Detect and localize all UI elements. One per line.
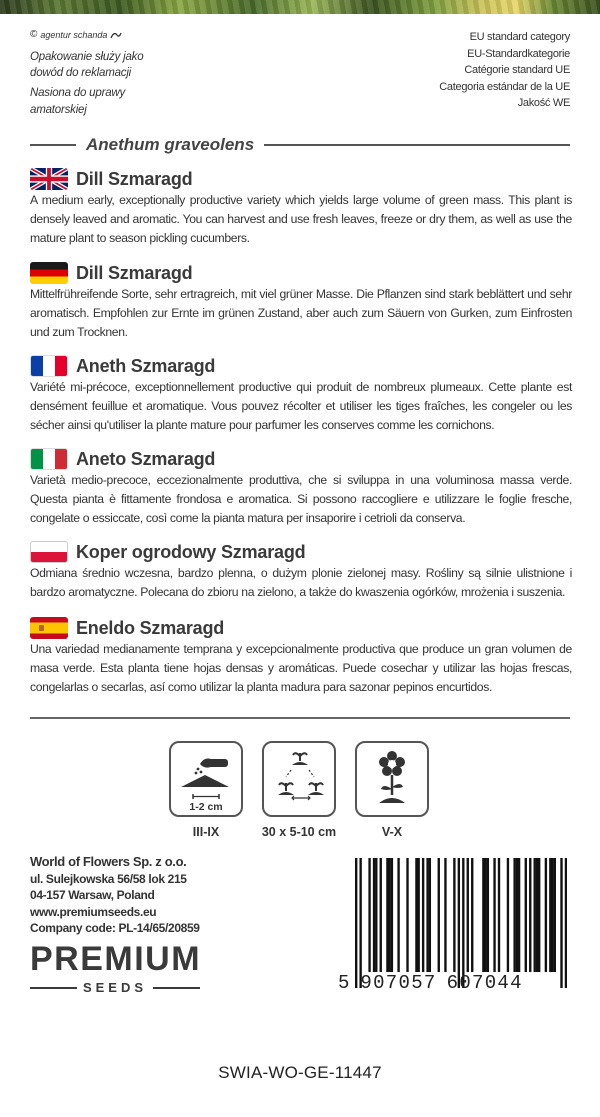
agency-name: agentur schanda	[40, 29, 108, 40]
barcode-bar	[513, 858, 515, 972]
latin-name: Anethum graveolens	[86, 135, 255, 154]
barcode-bar	[549, 858, 551, 972]
complaint-note-line-1: Opakowanie służy jako	[30, 50, 144, 63]
barcode-bar	[493, 858, 495, 972]
barcode-bar	[498, 858, 500, 972]
sowing-months: III-IX	[192, 825, 220, 839]
section-description: Mittelfrühreifende Sorte, sehr ertragreich, mit viel grüner Masse. Die Pflanzen sind stark beblättert und sehr aromatisch. Empfohlen zur Ernte im grünen Zustand, aber auch zum Säuern von Gurken, zum Einfrosten und zum Trocknen.	[30, 287, 572, 339]
barcode-bar	[565, 858, 567, 988]
section-polish	[30, 541, 572, 602]
agency-logo-icon	[110, 31, 122, 40]
latin-name-row	[30, 135, 570, 155]
barcode-bar	[388, 858, 390, 972]
harvest-months: V-X	[381, 825, 403, 839]
barcode-bar	[368, 858, 370, 972]
barcode-bar	[429, 858, 431, 972]
section-italian	[30, 448, 572, 528]
barcode-bar	[560, 858, 562, 988]
barcode-bar	[453, 858, 455, 972]
section-french	[30, 355, 572, 435]
barcode-bar	[467, 858, 469, 972]
barcode-bar	[373, 858, 375, 972]
barcode-bar	[375, 858, 377, 972]
agency-credit	[30, 28, 250, 43]
barcode-bar	[386, 858, 388, 972]
barcode-bar	[534, 858, 536, 972]
section-description: Varietà medio-precoce, eccezionalmente produttiva, che si sviluppa in una voluminosa massa verde. Questa pianta è fittamente frondosa e aromatica. Si possono raccogliere e utilizzare le foglie fresche, congelate o essiccate, così come la pianta matura per insaporire i cetrioli da conserva.	[30, 473, 572, 525]
product-code: SWIA-WO-GE-11447	[218, 1063, 382, 1082]
section-spanish	[30, 617, 572, 697]
header-left	[30, 28, 250, 118]
company-code: Company code: PL-14/65/20859	[30, 921, 200, 935]
company-name: World of Flowers Sp. z o.o.	[30, 854, 187, 869]
barcode-bar	[554, 858, 556, 972]
barcode-bar	[417, 858, 419, 972]
eu-category-pl: Jakość WE	[517, 97, 570, 109]
barcode-bar	[397, 858, 399, 972]
section-description: A medium early, exceptionally productive variety which yields large volume of green mass. This plant is densely leaved and aromatic. You can harvest and use fresh leaves, freeze or dry them, as well as use the mature plant to season pickling cucumbers.	[30, 193, 572, 245]
eu-category-fr: Catégorie standard UE	[464, 64, 570, 76]
section-german	[30, 262, 572, 342]
sowing-depth-label: 1-2 cm	[189, 801, 223, 813]
barcode-bar	[525, 858, 527, 972]
germany-flag-icon	[30, 262, 68, 284]
amateur-note-line-2: amatorskiej	[30, 103, 87, 116]
barcode-bar	[516, 858, 518, 972]
barcode-bar	[538, 858, 540, 972]
flowering-icon	[355, 741, 429, 817]
barcode-bar	[415, 858, 417, 972]
spain-flag-icon	[30, 617, 68, 639]
company-street: ul. Sulejkowska 56/58 lok 215	[30, 871, 187, 886]
barcode-digits-last: 607044	[446, 972, 523, 994]
barcode-bar	[551, 858, 553, 972]
sowing-depth-icon	[169, 741, 243, 817]
barcode-bar	[406, 858, 408, 972]
section-description: Una variedad medianamente temprana y excepcionalmente productiva que produce un gran volumen de masa verde. Esta planta tiene hojas densas y aromáticas. Puede cosechar y utilizar las hojas frescas, congelarlas o secarlas, así como utilizar la planta madura para sazonar pepinos encurtidos.	[30, 642, 572, 694]
eu-category-en: EU standard category	[469, 31, 570, 43]
barcode-bar	[462, 858, 464, 988]
section-divider	[30, 717, 570, 719]
section-title: Dill Szmaragd	[76, 168, 193, 189]
logo-premium: PREMIUM	[30, 940, 202, 978]
poland-flag-icon	[30, 541, 68, 563]
barcode-bar	[444, 858, 446, 972]
section-title: Koper ogrodowy Szmaragd	[76, 541, 306, 562]
premium-seeds-logo	[30, 942, 200, 995]
section-title: Aneto Szmaragd	[76, 448, 216, 469]
barcode-bar	[458, 858, 460, 988]
section-title: Eneldo Szmaragd	[76, 617, 225, 638]
barcode-bar	[355, 858, 357, 988]
section-description: Odmiana średnio wczesna, bardzo plenna, o dużym plonie zielonej masy. Rośliny są silnie ulistnione i bardzo aromatyczne. Polecana do zbioru na zielono, a także do kwaszenia ogórków, mrożenia i suszenia.	[30, 566, 572, 599]
complaint-note-line-2: dowód do reklamacji	[30, 67, 132, 80]
barcode-bar	[529, 858, 531, 972]
section-description: Variété mi-précoce, exceptionnellement productive qui produit de nombreux plumeaux. Cette plante est densément feuillue et aromatique. Vous pouvez récolter et utiliser les tiges fraîches, les congeler ou les sécher ainsi qu'utiliser la plante mature pour parfumer les conserves comme les cornichons.	[30, 380, 572, 432]
company-city: 04-157 Warsaw, Poland	[30, 888, 155, 902]
latin-rule-left	[30, 144, 76, 146]
france-flag-icon	[30, 355, 68, 377]
barcode-bar	[518, 858, 520, 972]
barcode-bar	[487, 858, 489, 972]
barcode-bar	[391, 858, 393, 972]
barcode-bar	[484, 858, 486, 972]
section-title: Dill Szmaragd	[76, 262, 193, 283]
barcode	[355, 858, 567, 988]
eu-category-es: Categoria estándar de la UE	[439, 80, 570, 93]
barcode-bar	[426, 858, 428, 972]
barcode-digit-first: 5	[338, 972, 350, 994]
section-english	[30, 168, 572, 248]
barcode-digits	[338, 972, 523, 994]
barcode-bar	[536, 858, 538, 972]
section-title: Aneth Szmaragd	[76, 355, 216, 376]
plant-spacing: 30 x 5-10 cm	[261, 825, 337, 839]
barcode-bar	[422, 858, 424, 972]
top-photo-strip	[0, 0, 600, 14]
barcode-bar	[482, 858, 484, 972]
barcode-digits-mid: 907057	[360, 972, 437, 994]
italy-flag-icon	[30, 448, 68, 470]
uk-flag-icon	[30, 168, 68, 190]
barcode-bar	[471, 858, 473, 972]
barcode-bar	[359, 858, 361, 988]
plant-spacing-icon	[262, 741, 336, 817]
logo-seeds: SEEDS	[82, 980, 148, 995]
barcode-bar	[507, 858, 509, 972]
copyright-symbol: ©	[30, 29, 38, 40]
barcode-bar	[545, 858, 547, 972]
company-info	[30, 854, 200, 937]
barcode-bar	[380, 858, 382, 972]
amateur-note-line-1: Nasiona do uprawy	[30, 86, 126, 99]
barcode-bar	[438, 858, 440, 972]
eu-category-de: EU-Standardkategorie	[467, 47, 570, 60]
company-website: www.premiumseeds.eu	[30, 904, 157, 919]
eu-category-list	[439, 29, 570, 112]
latin-rule-right	[264, 144, 570, 146]
